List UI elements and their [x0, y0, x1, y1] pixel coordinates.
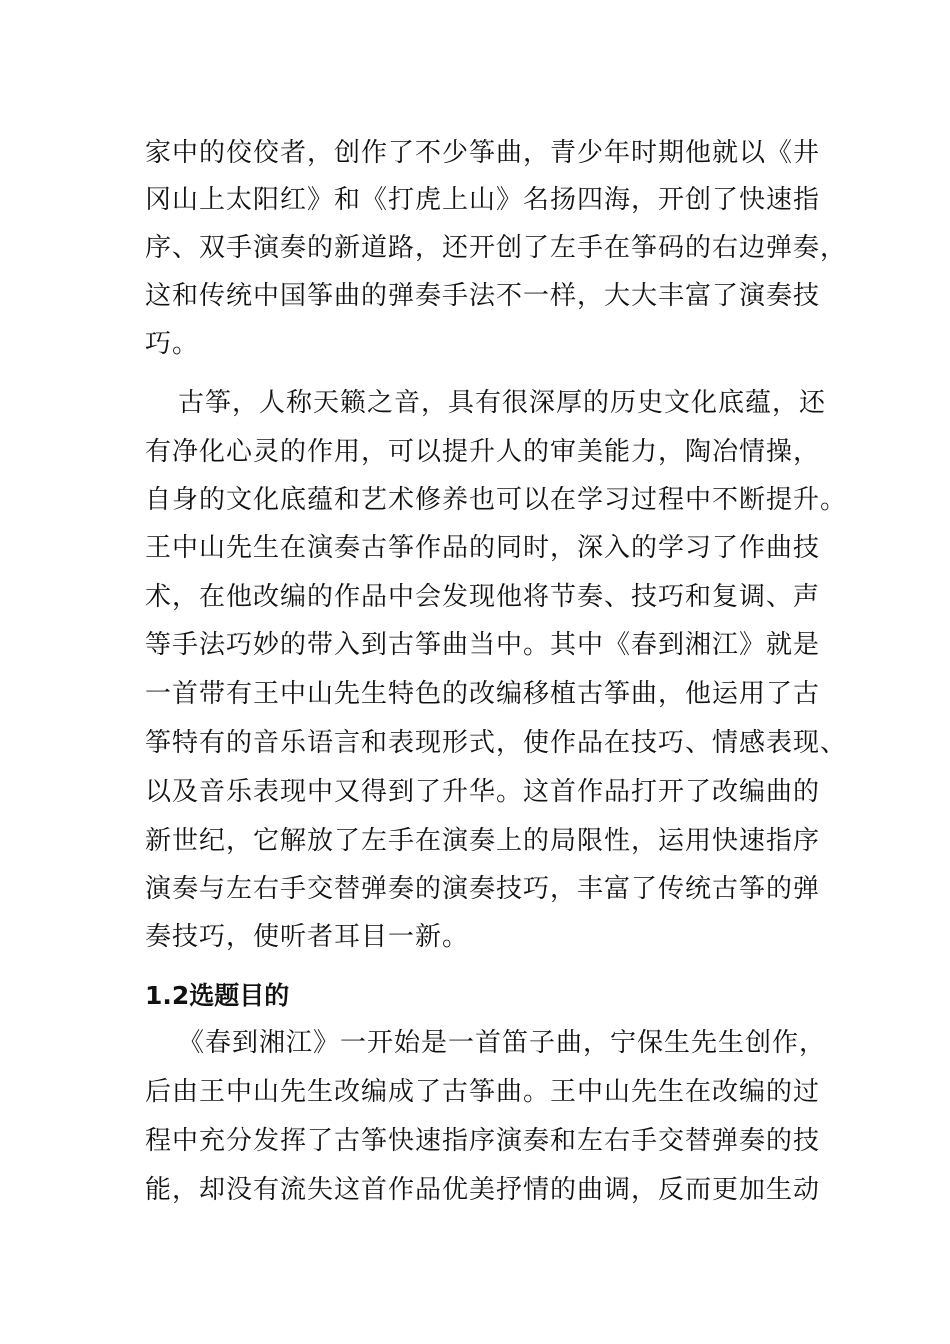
- paragraph-2-line-9: 以及音乐表现中又得到了升华。这首作品打开了改编曲的: [145, 777, 821, 807]
- paragraph-3-line-3: 程中充分发挥了古筝快速指序演奏和左右手交替弹奏的技: [145, 1126, 821, 1156]
- paragraph-2-line-8: 筝特有的音乐语言和表现形式，使作品在技巧、情感表现、: [145, 728, 848, 758]
- paragraph-2-line-2: 有净化心灵的作用，可以提升人的审美能力，陶冶情操，: [145, 437, 821, 467]
- paragraph-1-line-3: 序、双手演奏的新道路，还开创了左手在筝码的右边弹奏，: [145, 233, 848, 263]
- paragraph-2-line-7: 一首带有王中山先生特色的改编移植古筝曲，他运用了古: [145, 679, 821, 709]
- paragraph-1-line-4: 这和传统中国筝曲的弹奏手法不一样，大大丰富了演奏技: [145, 281, 821, 311]
- paragraph-3-line-1: 《春到湘江》一开始是一首笛子曲，宁保生先生创作，: [178, 1028, 827, 1058]
- paragraph-2-line-4: 王中山先生在演奏古筝作品的同时，深入的学习了作曲技: [145, 533, 821, 563]
- paragraph-1-line-2: 冈山上太阳红》和《打虎上山》名扬四海，开创了快速指: [145, 185, 821, 215]
- paragraph-3-line-4: 能，却没有流失这首作品优美抒情的曲调，反而更加生动: [145, 1175, 821, 1205]
- paragraph-2-line-6: 等手法巧妙的带入到古筝曲当中。其中《春到湘江》就是: [145, 630, 821, 660]
- paragraph-1-line-1: 家中的佼佼者，创作了不少筝曲，青少年时期他就以《井: [145, 138, 821, 168]
- paragraph-2-line-5: 术，在他改编的作品中会发现他将节奏、技巧和复调、声: [145, 582, 821, 612]
- paragraph-2-line-12: 奏技巧，使听者耳目一新。: [145, 922, 470, 952]
- paragraph-2-line-10: 新世纪，它解放了左手在演奏上的局限性，运用快速指序: [145, 826, 821, 856]
- paragraph-2-line-11: 演奏与左右手交替弹奏的演奏技巧，丰富了传统古筝的弹: [145, 874, 821, 904]
- paragraph-2-line-1: 古筝，人称天籁之音，具有很深厚的历史文化底蕴，还: [178, 388, 827, 418]
- section-heading: 1.2选题目的: [145, 981, 290, 1010]
- paragraph-3-line-2: 后由王中山先生改编成了古筝曲。王中山先生在改编的过: [145, 1077, 821, 1107]
- paragraph-1-line-5: 巧。: [145, 329, 200, 359]
- paragraph-2-line-3: 自身的文化底蕴和艺术修养也可以在学习过程中不断提升。: [145, 485, 848, 515]
